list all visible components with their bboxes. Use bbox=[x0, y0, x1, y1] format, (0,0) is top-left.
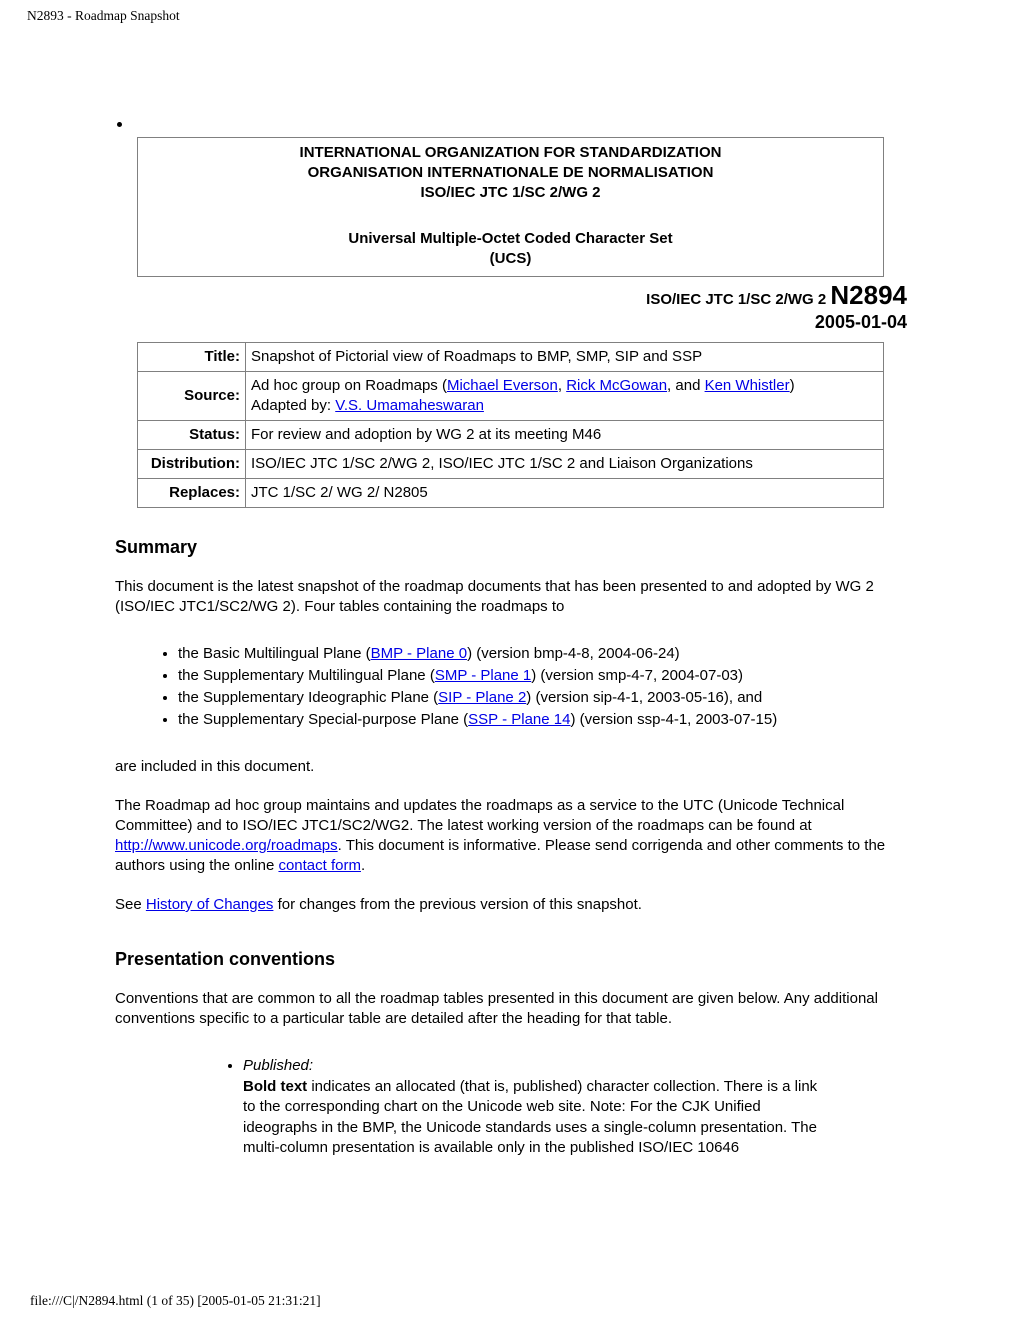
link-bmp-plane-0[interactable]: BMP - Plane 0 bbox=[370, 645, 468, 662]
row-value-status: For review and adoption by WG 2 at its meeting M46 bbox=[246, 421, 884, 450]
link-history-of-changes[interactable]: History of Changes bbox=[145, 896, 274, 913]
link-smp-plane-1[interactable]: SMP - Plane 1 bbox=[434, 667, 532, 684]
link-ssp-plane-14[interactable]: SSP - Plane 14 bbox=[468, 711, 571, 728]
table-row-source bbox=[138, 372, 884, 421]
row-label-title: Title: bbox=[138, 343, 246, 372]
link-rick-mcgowan[interactable]: Rick McGowan bbox=[566, 377, 668, 394]
org-line-2: ORGANISATION INTERNATIONALE DE NORMALISATION bbox=[307, 164, 714, 181]
text-segment: , bbox=[557, 377, 567, 394]
table-row-status bbox=[138, 421, 884, 450]
paragraph-history-of-changes bbox=[115, 895, 907, 915]
doc-id-block bbox=[115, 280, 907, 311]
table-row-title bbox=[138, 343, 884, 372]
row-value-source bbox=[246, 372, 884, 421]
text-segment: ) (version smp-4-7, 2004-07-03) bbox=[531, 667, 744, 684]
list-item-bmp bbox=[178, 643, 907, 665]
link-v-s-umamaheswaran[interactable]: V.S. Umamaheswaran bbox=[335, 397, 484, 414]
paragraph-conventions-intro: Conventions that are common to all the roadmap tables presented in this document are given below. Any additional conventions specific to a particular table are detailed after the heading for that table. bbox=[115, 990, 878, 1027]
list-item-published bbox=[243, 1056, 821, 1159]
text-segment: ) (version ssp-4-1, 2003-07-15) bbox=[570, 711, 778, 728]
org-line-1: INTERNATIONAL ORGANIZATION FOR STANDARDIZATION bbox=[299, 144, 722, 161]
link-contact-form[interactable]: contact form bbox=[278, 857, 361, 874]
text-segment: the Supplementary Ideographic Plane ( bbox=[178, 689, 439, 706]
text-segment: , and bbox=[667, 377, 705, 394]
text-segment: the Basic Multilingual Plane ( bbox=[178, 645, 371, 662]
paragraph-summary-intro: This document is the latest snapshot of the roadmap documents that has been presented to and adopted by WG 2 (ISO/IEC JTC1/SC2/WG 2). Four tables containing the roadmaps to bbox=[115, 578, 874, 615]
row-value-replaces: JTC 1/SC 2/ WG 2/ N2805 bbox=[246, 479, 884, 508]
text-segment: The Roadmap ad hoc group maintains and updates the roadmaps as a service to the UTC (Unicode Technical Committee) and to ISO/IEC JTC1/SC2/WG2. The latest working version of the roadmaps can be found at bbox=[115, 797, 845, 834]
file-path-footer: file:///C|/N2894.html (1 of 35) [2005-01-05 21:31:21] bbox=[30, 1293, 321, 1308]
paragraph-included: are included in this document. bbox=[115, 758, 315, 775]
org-line-4: Universal Multiple-Octet Coded Character Set bbox=[348, 230, 673, 247]
org-line-5: (UCS) bbox=[489, 250, 532, 267]
source-line-1 bbox=[251, 376, 878, 396]
text-segment: See bbox=[115, 896, 146, 913]
text-segment: . bbox=[360, 857, 366, 874]
row-label-source: Source: bbox=[138, 372, 246, 421]
list-item-smp bbox=[178, 665, 907, 687]
text-segment: Ad hoc group on Roadmaps ( bbox=[251, 377, 447, 394]
committee-label: ISO/IEC JTC 1/SC 2/WG 2 bbox=[646, 291, 827, 308]
link-michael-everson[interactable]: Michael Everson bbox=[446, 377, 558, 394]
row-label-distribution: Distribution: bbox=[138, 450, 246, 479]
print-header-title: N2893 - Roadmap Snapshot bbox=[27, 8, 180, 23]
bullet-marker bbox=[117, 122, 122, 127]
link-http-www-unicode-org-roadmaps[interactable]: http://www.unicode.org/roadmaps bbox=[115, 837, 338, 854]
table-row-distribution bbox=[138, 450, 884, 479]
text-segment: ) bbox=[789, 377, 795, 394]
list-item-sip bbox=[178, 687, 907, 709]
row-label-replaces: Replaces: bbox=[138, 479, 246, 508]
text-segment: ) (version bmp-4-8, 2004-06-24) bbox=[467, 645, 680, 662]
conventions-list bbox=[115, 1056, 907, 1159]
conventions-heading: Presentation conventions bbox=[115, 949, 336, 969]
link-ken-whistler[interactable]: Ken Whistler bbox=[704, 377, 790, 394]
text-segment: ) (version sip-4-1, 2003-05-16), and bbox=[526, 689, 763, 706]
row-value-title: Snapshot of Pictorial view of Roadmaps to BMP, SMP, SIP and SSP bbox=[246, 343, 884, 372]
text-segment: . This document is informative. Please send corrigenda and other comments to the authors using the online bbox=[115, 837, 886, 874]
text-segment: Adapted by: bbox=[251, 397, 336, 414]
table-row-replaces bbox=[138, 479, 884, 508]
text-segment: for changes from the previous version of this snapshot. bbox=[273, 896, 642, 913]
source-line-2 bbox=[251, 396, 878, 416]
doc-number: N2894 bbox=[830, 280, 907, 310]
org-spacer bbox=[146, 203, 875, 229]
org-line-3: ISO/IEC JTC 1/SC 2/WG 2 bbox=[420, 184, 601, 201]
row-label-status: Status: bbox=[138, 421, 246, 450]
text-segment: indicates an allocated (that is, published) character collection. There is a link to the corresponding chart on the Unicode web site. Note: For the CJK Unified ideographs in the BMP, the Unicode standards uses a single-column presentation. The multi-column presentation is available only in the published ISO/IEC 10646 bbox=[243, 1077, 818, 1156]
row-value-distribution: ISO/IEC JTC 1/SC 2/WG 2, ISO/IEC JTC 1/SC 2 and Liaison Organizations bbox=[246, 450, 884, 479]
summary-heading: Summary bbox=[115, 537, 198, 557]
list-item-ssp bbox=[178, 709, 907, 731]
text-segment: the Supplementary Multilingual Plane ( bbox=[178, 667, 435, 684]
text-segment: Published: bbox=[243, 1057, 314, 1074]
paragraph-roadmap-group bbox=[115, 796, 907, 876]
document-meta-table bbox=[137, 342, 884, 508]
document-body bbox=[115, 116, 907, 1186]
link-sip-plane-2[interactable]: SIP - Plane 2 bbox=[438, 689, 527, 706]
text-segment: Bold text bbox=[243, 1077, 308, 1095]
org-header-box bbox=[137, 137, 884, 277]
plane-list bbox=[115, 643, 907, 731]
text-segment: the Supplementary Special-purpose Plane ( bbox=[178, 711, 469, 728]
doc-date: 2005-01-04 bbox=[814, 312, 907, 332]
